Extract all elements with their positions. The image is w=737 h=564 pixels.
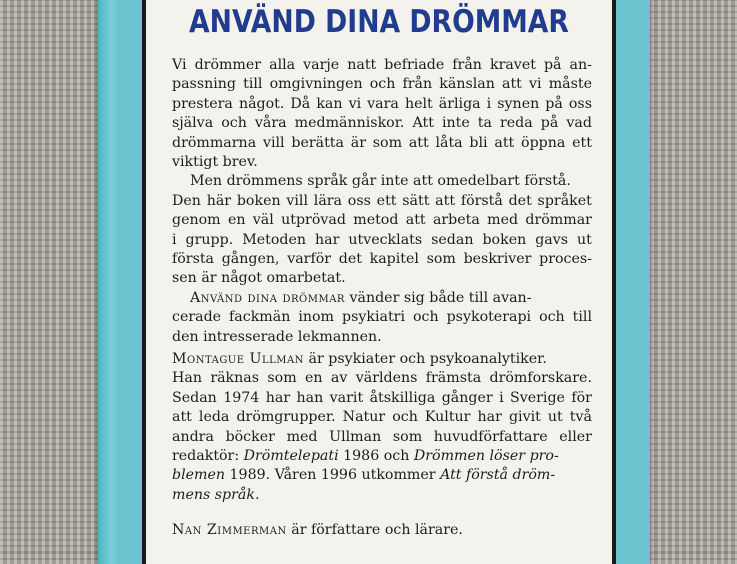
book-cover-edge: [98, 0, 120, 564]
word: ärliga: [438, 95, 481, 112]
word: Sverige: [510, 389, 565, 406]
text-line: [172, 95, 592, 114]
word: som: [267, 370, 297, 387]
word: grupp.: [185, 231, 234, 248]
word: att: [408, 134, 429, 151]
word: en: [305, 370, 323, 387]
text-line: [172, 308, 592, 327]
word: drömgrupper.: [236, 409, 336, 426]
word: främsta: [425, 370, 482, 387]
word: ut: [547, 409, 563, 426]
book-title: ANVÄND DINA DRÖMMAR: [189, 4, 569, 40]
word: till: [572, 309, 592, 326]
word: och: [369, 76, 396, 93]
text-span: vänder sig både till avan-: [344, 289, 532, 306]
word: Metoden: [242, 231, 306, 248]
word: drömmer: [194, 57, 262, 73]
word: kan: [316, 95, 343, 112]
text-line: [172, 114, 592, 133]
text-line: [172, 75, 592, 94]
word: bli: [469, 134, 488, 151]
word: fackmän: [229, 309, 291, 326]
paragraph-5: [172, 521, 592, 540]
word: känslan: [439, 76, 495, 93]
word: en: [227, 212, 246, 229]
word: drömforskare.: [489, 370, 592, 387]
word: leda: [198, 409, 230, 426]
word: och: [221, 115, 247, 132]
text-line: Men drömmens språk går inte att omedelbart förstå.: [190, 173, 571, 190]
word: natt: [347, 57, 377, 73]
paragraph-4: [172, 350, 592, 505]
word: som: [426, 251, 456, 268]
word: metod: [353, 212, 399, 229]
text-line: [172, 211, 592, 230]
word: till: [243, 76, 263, 93]
word: att: [405, 212, 426, 229]
text-line: den intresserade lekmannen.: [172, 328, 382, 345]
word: har: [477, 409, 502, 426]
word: vi: [348, 95, 362, 112]
word: vill: [286, 192, 309, 209]
word: befriade: [384, 57, 445, 73]
word: prestera: [172, 95, 233, 112]
word: psykoterapi: [446, 309, 532, 326]
word: som: [392, 428, 423, 445]
word: medmänniskor.: [294, 115, 405, 132]
word: att: [172, 409, 192, 426]
text-line: [172, 250, 592, 269]
word: vara: [367, 95, 399, 112]
word: låta: [435, 134, 463, 151]
text-line: [172, 369, 592, 388]
word: ett: [376, 192, 397, 209]
word: våra: [254, 115, 287, 132]
word: eller: [559, 428, 592, 445]
word: världens: [355, 370, 418, 387]
word: på: [543, 57, 562, 73]
text-span: redaktör:: [172, 448, 244, 465]
author-name: Nan Zimmerman: [172, 522, 287, 538]
word: från: [402, 76, 433, 93]
word: Vi: [172, 57, 187, 73]
word: utvecklats: [348, 231, 423, 248]
word: Då: [290, 95, 311, 112]
word: det: [338, 251, 362, 268]
word: vi: [529, 76, 542, 93]
author-bio: [172, 350, 592, 505]
paragraph-2: [172, 172, 592, 288]
book-ref: Att förstå dröm-: [440, 467, 556, 484]
word: Den: [172, 192, 201, 209]
word: lära: [313, 192, 343, 209]
paragraph-1: [172, 56, 592, 172]
text-line: [172, 231, 592, 250]
word: och: [539, 309, 565, 326]
word: berätta: [291, 134, 344, 151]
book-ref: mens språk: [172, 486, 255, 503]
word: oss: [568, 95, 592, 112]
word: något.: [238, 95, 285, 112]
word: på: [540, 115, 559, 132]
word: i: [172, 231, 177, 248]
word: måste: [548, 76, 592, 93]
word: ta: [477, 115, 492, 132]
word: oss: [347, 192, 371, 209]
word: alla: [269, 57, 296, 73]
back-cover-page: [146, 0, 612, 564]
text-line: [172, 408, 592, 427]
author-name: Montague Ullman: [172, 351, 304, 367]
text-span: 1986 och: [338, 448, 414, 465]
book-ref: Drömmen löser pro-: [413, 448, 559, 465]
word: helt: [404, 95, 433, 112]
word: har: [265, 389, 291, 406]
text-line: [172, 486, 592, 505]
word: gången,: [221, 251, 280, 268]
text-span: .: [254, 486, 260, 503]
word: drömmarna: [172, 134, 257, 151]
word: i: [486, 95, 492, 112]
word: ut: [577, 231, 592, 248]
coauthor-bio: [172, 521, 592, 540]
word: böcker: [225, 428, 275, 445]
word: första: [172, 251, 215, 268]
word: två: [569, 409, 592, 426]
word: varför: [287, 251, 332, 268]
book: [98, 0, 650, 564]
word: boken: [482, 231, 527, 248]
word: genom: [172, 212, 221, 229]
word: han: [296, 389, 324, 406]
word: kravet: [489, 57, 536, 73]
word: själva: [172, 115, 214, 132]
word: med: [487, 212, 519, 229]
book-title-inline: Använd dina drömmar: [190, 289, 345, 306]
word: beskriver: [463, 251, 532, 268]
word: andra: [172, 428, 214, 445]
word: gavs: [535, 231, 569, 248]
word: har: [314, 231, 340, 248]
word: 1974: [223, 389, 260, 406]
word: ett: [572, 134, 592, 151]
text-line: [172, 289, 592, 308]
word: Ullman: [329, 428, 382, 445]
text-line: viktigt brev.: [172, 154, 258, 171]
text-line: [172, 447, 592, 466]
word: Att: [412, 115, 434, 132]
word: proces-: [539, 251, 592, 268]
text-line: [172, 521, 592, 540]
text-line: [172, 466, 592, 485]
word: för: [571, 389, 592, 406]
word: psykiatri: [342, 309, 405, 326]
word: varit: [329, 389, 364, 406]
paragraph-3: [172, 289, 592, 347]
word: öppna: [521, 134, 566, 151]
text-line: [172, 350, 592, 369]
word: an-: [569, 57, 592, 73]
word: utprövad: [281, 212, 346, 229]
word: cerade: [172, 309, 222, 326]
word: att: [502, 76, 522, 93]
word: att: [435, 192, 456, 209]
word: Sedan: [172, 389, 217, 406]
word: passning: [172, 76, 236, 93]
word: vill: [262, 134, 285, 151]
word: förstå: [460, 192, 503, 209]
word: sedan: [431, 231, 474, 248]
text-line: [172, 56, 592, 75]
word: inte: [441, 115, 470, 132]
word: Natur: [342, 409, 386, 426]
word: från: [452, 57, 482, 73]
word: och: [392, 409, 418, 426]
text-line: [172, 389, 592, 408]
word: det: [508, 192, 532, 209]
text-line: [172, 192, 592, 211]
word: här: [206, 192, 232, 209]
word: huvudförfattare: [433, 428, 548, 445]
word: språket: [537, 192, 592, 209]
blurb-text: [172, 56, 592, 347]
word: gånger: [441, 389, 493, 406]
word: boken: [236, 192, 281, 209]
word: på: [545, 95, 563, 112]
word: som: [372, 134, 403, 151]
word: reda: [500, 115, 533, 132]
word: sätt: [402, 192, 430, 209]
word: väl: [252, 212, 274, 229]
word: Kultur: [424, 409, 471, 426]
word: räknas: [210, 370, 260, 387]
word: i: [499, 389, 504, 406]
word: Han: [172, 370, 202, 387]
word: vad: [566, 115, 592, 132]
word: åtskilliga: [369, 389, 436, 406]
word: är: [350, 134, 366, 151]
text-span: är författare och lärare.: [286, 522, 463, 538]
book-ref: blemen: [172, 467, 226, 484]
text-span: är psykiater och psykoanalytiker.: [304, 351, 547, 367]
word: drömmar: [525, 212, 592, 229]
word: och: [412, 309, 439, 326]
word: synen: [497, 95, 540, 112]
word: av: [330, 370, 348, 387]
word: omgivningen: [269, 76, 363, 93]
word: med: [286, 428, 318, 445]
word: att: [494, 134, 515, 151]
word: inom: [298, 309, 335, 326]
word: arbeta: [432, 212, 480, 229]
word: varje: [303, 57, 340, 73]
text-span: 1989. Våren 1996 utkommer: [225, 467, 441, 484]
text-line: [172, 134, 592, 153]
word: givit: [508, 409, 541, 426]
text-line: sen är något omarbetat.: [172, 270, 346, 287]
book-ref: Drömtelepati: [243, 448, 339, 465]
word: kapitel: [369, 251, 419, 268]
text-line: [172, 428, 592, 447]
